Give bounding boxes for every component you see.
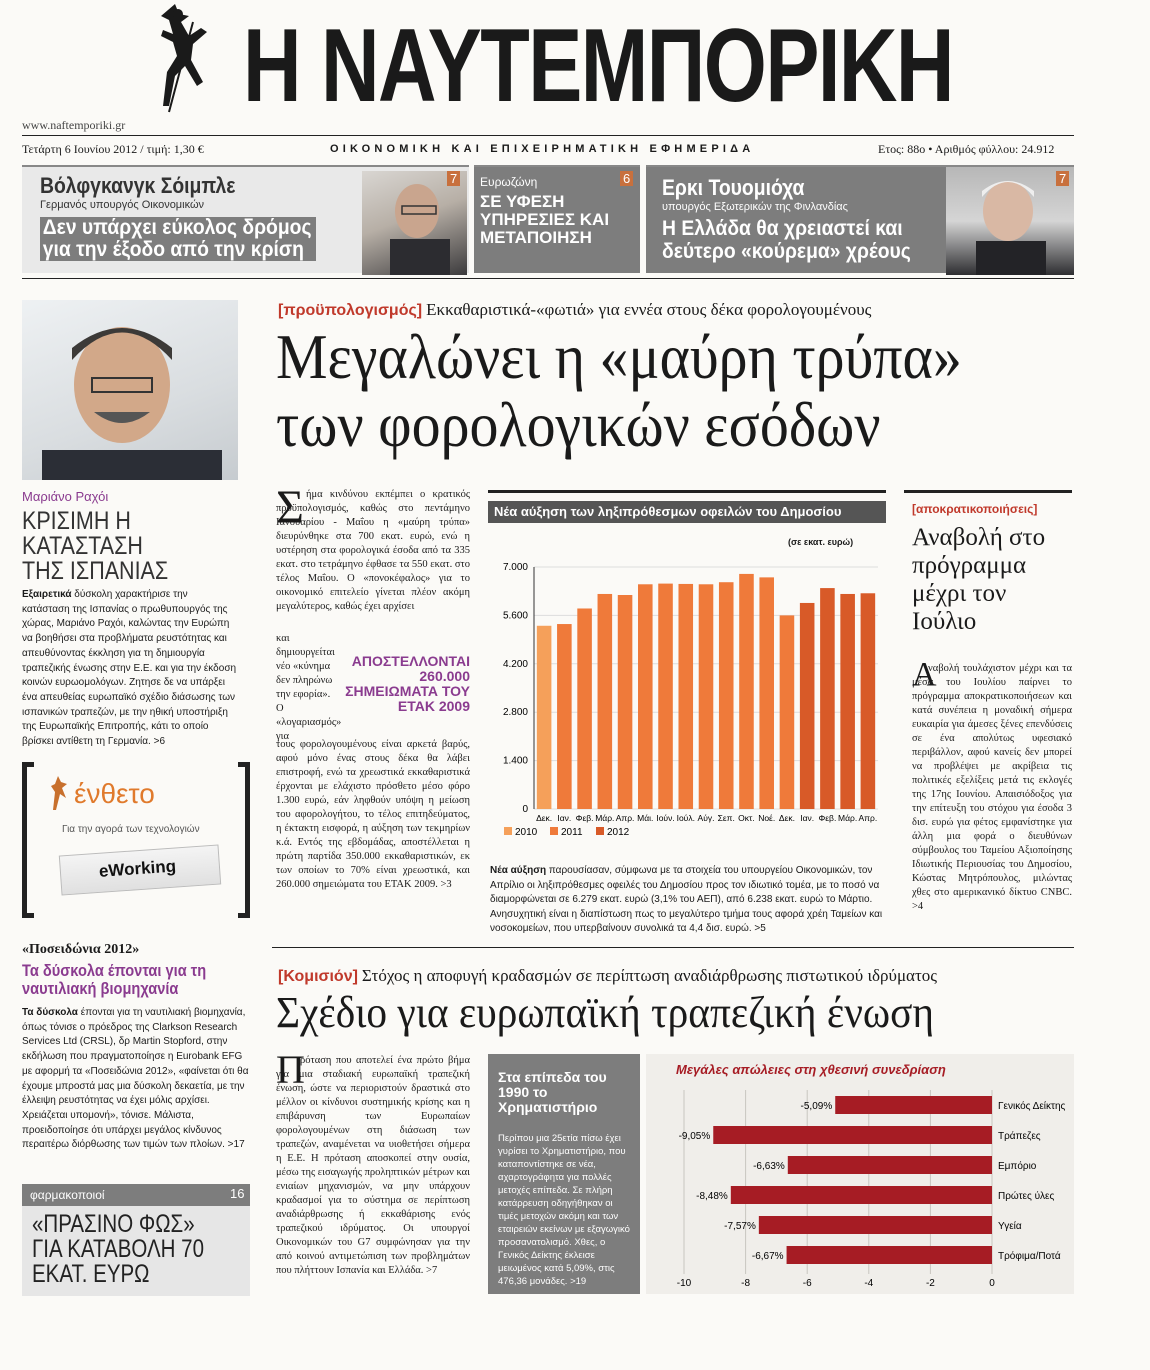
bar xyxy=(759,577,774,809)
teaser-headline: Η Ελλάδα θα χρειαστεί και δεύτερο «κούρεμα» χρέους xyxy=(662,217,911,263)
person-icon xyxy=(22,300,238,480)
person-icon xyxy=(362,171,467,275)
legend-label: 2010 xyxy=(515,827,538,838)
x-tick-label: Φεβ. xyxy=(575,813,594,823)
chart-caption xyxy=(490,864,888,937)
entheto-subtitle: Για την αγορά των τεχνολογιών xyxy=(62,824,200,835)
poseidonia-lead: Τα δύσκολα xyxy=(22,1007,78,1018)
legend-label: 2011 xyxy=(561,827,583,838)
priv-tag: [αποκρατικοποιήσεις] xyxy=(912,502,1038,516)
main-kicker xyxy=(278,300,871,320)
chart-caption-text: παρουσίασαν, σύμφωνα με τα στοιχεία του υπουργείου Οικονομικών, τον Απρίλιο οι ληξιπρόθεσμες οφειλές του Δημοσίου προς τον ιδιωτικό τομέα, με το ποσό να διαμορφώνεται σε 6.279 εκατ. ευρώ (3,1% του ΑΕΠ), από 6.238 εκατ. ευρώ το Μάρτιο. Ανησυχητική είναι η διαπίστωση πως το μεγαλύτερο τμήμα τους αφορά χρέη Ταμείων και νοσοκομείων, που υπερβαίνουν συνολικά τα 4,4 δισ. ευρώ. >5 xyxy=(490,865,883,934)
legend-swatch xyxy=(550,827,558,835)
teaser-label: Ευρωζώνη xyxy=(480,175,538,189)
pharmacy-label: φαρμακοποιοί xyxy=(22,1184,250,1206)
issue-info: Ετος: 88ο • Αριθμός φύλλου: 24.912 xyxy=(878,142,1055,156)
bar xyxy=(861,593,876,809)
bar xyxy=(731,1186,992,1204)
main-kicker-text: Εκκαθαριστικά-«φωτιά» για εννέα στους δέκα φορολογουμένους xyxy=(426,300,872,319)
poseidonia-kicker: «Ποσειδώνια 2012» xyxy=(22,942,140,957)
y-tick-label: 0 xyxy=(522,804,528,815)
bar xyxy=(537,626,552,809)
x-tick-label: Μάρ. xyxy=(595,813,615,823)
chart-unit: (σε εκατ. ευρώ) xyxy=(788,537,854,547)
category-label: Εμπόριο xyxy=(998,1161,1037,1172)
losses-title: Μεγάλες απώλειες στη χθεσινή συνεδρίαση xyxy=(676,1062,946,1077)
bar xyxy=(577,608,592,809)
data-label: -6,63% xyxy=(753,1161,785,1172)
page-ref: 6 xyxy=(620,171,633,186)
main-headline-1: Μεγαλώνει η «μαύρη τρύπα» xyxy=(276,322,962,392)
bracket-right-icon xyxy=(238,762,250,918)
bar xyxy=(678,584,693,809)
priv-headline: Αναβολή στο πρόγραμμα μέχρι τον Ιούλιο xyxy=(912,524,1046,635)
photo-schaeuble xyxy=(362,171,467,275)
poseidonia-headline: Τα δύσκολα έπονται για τη ναυτιλιακή βιομηχανία xyxy=(22,961,207,998)
newspaper-title: Η ΝΑΥΤΕΜΠΟΡΙΚΗ xyxy=(243,8,953,124)
main-headline-2: των φορολογικών εσόδων xyxy=(276,390,881,460)
commission-tag: [Κομισιόν] xyxy=(278,968,358,985)
person-icon xyxy=(946,167,1074,275)
teaser-tuomioja[interactable] xyxy=(646,165,1074,273)
category-label: Γενικός Δείκτης xyxy=(998,1101,1066,1112)
bar xyxy=(598,594,613,809)
main-tag: [προϋπολογισμός] xyxy=(278,302,423,319)
main-body-narrow: και δημιουργείται νέο «κύνημα δεν πληρώνω την εφορία». Ο «λογαριασμός» για xyxy=(276,633,342,742)
losses-chart-svg xyxy=(646,1084,1074,1294)
losses-chart xyxy=(646,1054,1074,1294)
commission-body: ρόταση που αποτελεί ένα πρώτο βήμα για μια σταδιακή ευρωπαϊκή τραπεζική ένωση, ώστε να περιοριστούν δραστικά στο μέλλον οι κίνδυνοι συστημικής κρίσης και η επιβάρυνση των Ευρωπαίων φορολογουμένων στη διάσωση των τραπεζών, αναμένεται να υιοθετήσει σήμερα η Ε.Ε. Η πρόταση αποσκοπεί στην ουσία, μέσω της εισαγωγής προληπτικών μέτρων και ενιαίων μηχανισμών, να μην υπάρχουν κραδασμοί για το σύστημα σε περίπτωση αναδιάρθρωσης ή εκκαθάρισης ενός τραπεζικού ιδρύματος. Οι υπουργοί Οικονομικών του G7 συμφώνησαν για την από κοινού αντιμετώπιση των προβλημάτων που πλήττουν Ισπανία και Ελλάδα. >7 xyxy=(276,1055,471,1276)
teaser-name: Βόλφγκανγκ Σόιμπλε xyxy=(40,173,236,198)
data-label: -7,57% xyxy=(724,1221,756,1232)
rajoy-lead: Εξαιρετικά xyxy=(22,589,72,600)
page-ref: 7 xyxy=(1056,171,1069,186)
bar xyxy=(800,603,815,809)
x-tick-label: Απρ. xyxy=(858,813,878,823)
bar xyxy=(713,1126,992,1144)
entheto-box[interactable] xyxy=(22,762,250,918)
bar xyxy=(759,1216,992,1234)
x-tick-label: Φεβ. xyxy=(818,813,837,823)
bar xyxy=(618,595,633,809)
page-ref: 7 xyxy=(447,171,460,186)
eworking-cover xyxy=(59,844,221,895)
stock-headline: Στα επίπεδα του 1990 το Χρηματιστήριο xyxy=(498,1069,607,1115)
x-tick-label: Αύγ. xyxy=(697,813,715,823)
y-tick-label: 5.600 xyxy=(502,610,528,622)
commission-dropcap: Π xyxy=(276,1047,305,1092)
x-tick-label: -10 xyxy=(676,1278,692,1289)
bar xyxy=(788,1156,992,1174)
main-body-2: τους φορολογουμένους είναι αρκετά βαρύς, αφού μόνο ένας στους δέκα θα λάβει επιστροφή, ενώ τα χρεωστικά εκκαθαριστικά έρχονται με ελάχιστο πρόσθετο μέσο φόρο 1.300 ευρώ, εάν ληφθούν υπόψη η μείωση του αφορολογήτου, το τέλος επιτηδεύματος, η έκτακτη εισφορά, η αύξηση των τεκμηρίων κ.ά. Εντός της εβδομάδας, αποστέλλεται η πρώτη παρτίδα 350.000 εκκαθαριστικών, εκ των οποίων το 70% είναι χρεωστικά, και 260.000 σημειώματα του ΕΤΑΚ 2009. >3 xyxy=(276,739,470,890)
rajoy-body xyxy=(22,588,238,750)
tagline: ΟΙΚΟΝΟΜΙΚΗ ΚΑΙ ΕΠΙΧΕΙΡΗΜΑΤΙΚΗ ΕΦΗΜΕΡΙΔΑ xyxy=(330,143,755,155)
poseidonia-body xyxy=(22,1006,250,1153)
x-tick-label: Σεπ. xyxy=(717,813,735,823)
priv-rule xyxy=(904,490,1072,493)
priv-body: ναβολή τουλάχιστον μέχρι και τα μέσα του Ιουλίου παίρνει το πρόγραμμα αποκρατικοποιήσεων και κατά συνέπεια η μοναδική σήμερα ευκαιρία για άμεσες ξένες επενδύσεις σε ένα απολύτως υφεσιακό περιβάλλον, αφού κανείς δεν μπορεί να προβλέψει με ακρίβεια τις πολιτικές εξελίξεις μετά τις εκλογές της 17ης Ιουνίου. Απαισιόδοξος για την επίτευξη του στόχου για έσοδα 3 δισ. ευρώ για φέτος εμφανίστηκε για άλλη μια φορά ο διευθύνων σύμβουλος του Ταμείου Αξιοποίησης Ιδιωτικής Περιουσίας του Δημοσίου, Κώστας Μητρόπουλος, μιλώντας χθες στο αμερικανικό δίκτυο CNBC. >4 xyxy=(912,663,1072,912)
bar xyxy=(820,588,835,809)
x-tick-label: -2 xyxy=(925,1278,935,1289)
category-label: Πρώτες ύλες xyxy=(998,1191,1055,1202)
hermes-logo-icon xyxy=(145,0,225,125)
legend-swatch xyxy=(504,827,512,835)
teaser-headline: Δεν υπάρχει εύκολος δρόμος για την έξοδο από την κρίση xyxy=(40,217,316,261)
chart-title: Νέα αύξηση των ληξιπρόθεσμων οφειλών του Δημοσίου xyxy=(488,501,886,523)
bar xyxy=(835,1096,992,1114)
y-tick-label: 7.000 xyxy=(502,562,528,573)
x-tick-label: Απρ. xyxy=(615,813,635,823)
x-tick-label: Οκτ. xyxy=(738,813,755,823)
masthead-rule xyxy=(22,135,1074,136)
bar xyxy=(557,624,572,809)
x-tick-label: Μάι. xyxy=(637,813,654,823)
x-tick-label: Ιούν. xyxy=(656,813,675,823)
bar xyxy=(638,584,653,809)
category-label: Τρόφιμα/Ποτά xyxy=(998,1251,1061,1262)
x-tick-label: Δεκ. xyxy=(536,813,553,823)
x-tick-label: -6 xyxy=(802,1278,812,1289)
commission-kicker-text: Στόχος η αποφυγή κραδασμών σε περίπτωση αναδιάρθρωσης πιστωτικού ιδρύματος xyxy=(361,966,938,985)
poseidonia-text: έπονται για τη ναυτιλιακή βιομηχανία, όπως τόνισε ο πρόεδρος της Clarkson Research Services Ltd (CRSL), δρ Martin Stopford, στην εκδήλωση που πραγματοποίησε η Eurobank EFG με αφορμή τα «Ποσειδώνια 2012», «φαίνεται ότι θα έχουμε μπροστά μας μια δύσκολη δεκαετία, με την έλλειψη ρευστότητας να έχει μόλις αρχίσει. Χρειάζεται υπομονή», τόνισε. Μάλιστα, προειδοποίησε ότι υπάρχει μεγάλος κίνδυνος περαιτέρω διόρθωσης των τιμών των πλοίων. >17 xyxy=(22,1007,249,1151)
website-url: www.naftemporiki.gr xyxy=(22,118,126,132)
data-label: -9,05% xyxy=(678,1131,711,1142)
stock-body: Περίπου μια 25ετία πίσω έχει γυρίσει το Χρηματιστήριο, που καταποντίστηκε σε νέα, αχαρτογράφητα για πολλές μετοχές επίπεδα. Σε πλήρη κατάρρευση οδηγήθηκαν οι τιμές μετοχών ακόμη και των εταιρειών εκείνων με εξαγωγικό προσανατολισμό. Χθες, ο Γενικός Δείκτης έκλεισε μειωμένος κατά 5,09%, στις 476,36 μονάδες. >19 xyxy=(498,1133,630,1287)
data-label: -5,09% xyxy=(800,1101,833,1112)
bar xyxy=(840,594,855,809)
main-body-1: ήμα κινδύνου εκπέμπει ο κρατικός προϋπολογισμός, καθώς στο πεντάμηνο Ιανουαρίου - Μαΐου η «μαύρη τρύπα» διευρύνθηκε στα 700 εκατ. ευρώ, ενώ η υστέρηση στα φορολογικά έσοδα από τα 335 εκατ. στο τετράμηνο έφθασε τα 550 εκατ. στο τέλος Μαΐου. Ο «πονοκέφαλος» για το οικονομικό επιτελείο γίνεται πλέον ακόμη μεγαλύτερος, καθώς έχει αρχίσει xyxy=(276,489,470,612)
x-tick-label: Ιαν. xyxy=(557,813,572,823)
legend-swatch xyxy=(596,827,604,835)
rajoy-name: Μαριάνο Ραχόι xyxy=(22,489,109,504)
chart-caption-lead: Νέα αύξηση xyxy=(490,865,547,876)
priv-dropcap: Α xyxy=(912,656,937,693)
data-label: -8,48% xyxy=(696,1191,728,1202)
section-rule xyxy=(272,947,1074,948)
teaser-eurozone[interactable] xyxy=(474,165,640,273)
page-ref: 16 xyxy=(230,1186,245,1201)
bar xyxy=(739,574,754,809)
teaser-headline: ΣΕ ΥΦΕΣΗ ΥΠΗΡΕΣΙΕΣ ΚΑΙ ΜΕΤΑΠΟΙΗΣΗ xyxy=(480,192,610,247)
bar xyxy=(780,615,795,809)
teaser-name: Ερκι Τουομιόχα xyxy=(662,175,805,200)
x-tick-label: 0 xyxy=(989,1278,995,1289)
x-tick-label: Μάρ. xyxy=(838,813,858,823)
category-label: Υγεία xyxy=(998,1221,1022,1232)
eworking-label: eWorking xyxy=(98,856,177,881)
bar xyxy=(658,584,673,809)
y-tick-label: 1.400 xyxy=(502,755,528,767)
masthead xyxy=(0,0,1150,165)
arrears-chart-svg xyxy=(488,551,886,845)
data-label: -6,67% xyxy=(751,1251,784,1262)
photo-tuomioja xyxy=(946,167,1074,275)
main-pullquote: ΑΠΟΣΤΕΛΛΟΝΤΑΙ 260.000 ΣΗΜΕΙΩΜΑΤΑ ΤΟΥ ΕΤΑΚ 2009 xyxy=(345,653,470,714)
legend-label: 2012 xyxy=(607,827,630,838)
date-price: Τετάρτη 6 Ιουνίου 2012 / τιμή: 1,30 € xyxy=(22,142,204,156)
bar xyxy=(699,584,714,809)
bracket-left-icon xyxy=(22,762,34,918)
y-tick-label: 2.800 xyxy=(502,707,528,719)
x-tick-label: -8 xyxy=(741,1278,751,1289)
category-label: Τράπεζες xyxy=(998,1131,1041,1142)
rajoy-headline: ΚΡΙΣΙΜΗ Η ΚΑΤΑΣΤΑΣΗ ΤΗΣ ΙΣΠΑΝΙΑΣ xyxy=(22,507,169,585)
commission-kicker xyxy=(278,966,937,986)
x-tick-label: -4 xyxy=(864,1278,874,1289)
main-dropcap: Σ xyxy=(276,481,304,534)
arrears-chart xyxy=(488,490,886,842)
teaser-role: υπουργός Εξωτερικών της Φινλανδίας xyxy=(662,201,848,213)
bar xyxy=(719,582,734,809)
hermes-small-icon xyxy=(50,774,70,814)
x-tick-label: Ιαν. xyxy=(800,813,815,823)
teaser-rule xyxy=(22,278,1074,279)
x-tick-label: Δεκ. xyxy=(778,813,795,823)
pharmacy-headline: «ΠΡΑΣΙΝΟ ΦΩΣ» ΓΙΑ ΚΑΤΑΒΟΛΗ 70 ΕΚΑΤ. ΕΥΡΩ xyxy=(32,1210,204,1288)
entheto-title: ένθετο xyxy=(74,778,155,809)
x-tick-label: Ιούλ. xyxy=(676,813,695,823)
x-tick-label: Νοέ. xyxy=(758,813,776,823)
teaser-schaeuble[interactable] xyxy=(22,165,469,273)
teaser-role: Γερμανός υπουργός Οικονομικών xyxy=(40,199,205,211)
rajoy-text: δύσκολη χαρακτήρισε την κατάσταση της Ισπανίας ο πρωθυπουργός της χώρας, Μαριάνο Ραχόι, καλώντας την Ευρώπη να βοηθήσει στα προβλήματα ρευστότητας και απευθύνοντας έκκληση για τη δημιουργία τραπεζικής ένωσης στην Ε.Ε. και για την έκδοση κοινών ευρωομολόγων. Ζητησε δε να υπάρξει ένα απευθείας ευρωπαϊκό σχέδιο διάσωσης των ισπανικών τραπεζών, με την ηθική υποστήριξη της Ευρωπαϊκής Επιτροπής, κάτι το οποίο βρίσκει αντίθετη τη Γερμανία. >6 xyxy=(22,589,237,748)
y-tick-label: 4.200 xyxy=(502,658,528,670)
bar xyxy=(787,1246,992,1264)
stock-box[interactable] xyxy=(488,1054,640,1294)
pharmacy-box[interactable] xyxy=(22,1184,250,1296)
commission-headline: Σχέδιο για ευρωπαϊκή τραπεζική ένωση xyxy=(276,988,935,1037)
photo-rajoy xyxy=(22,300,238,480)
